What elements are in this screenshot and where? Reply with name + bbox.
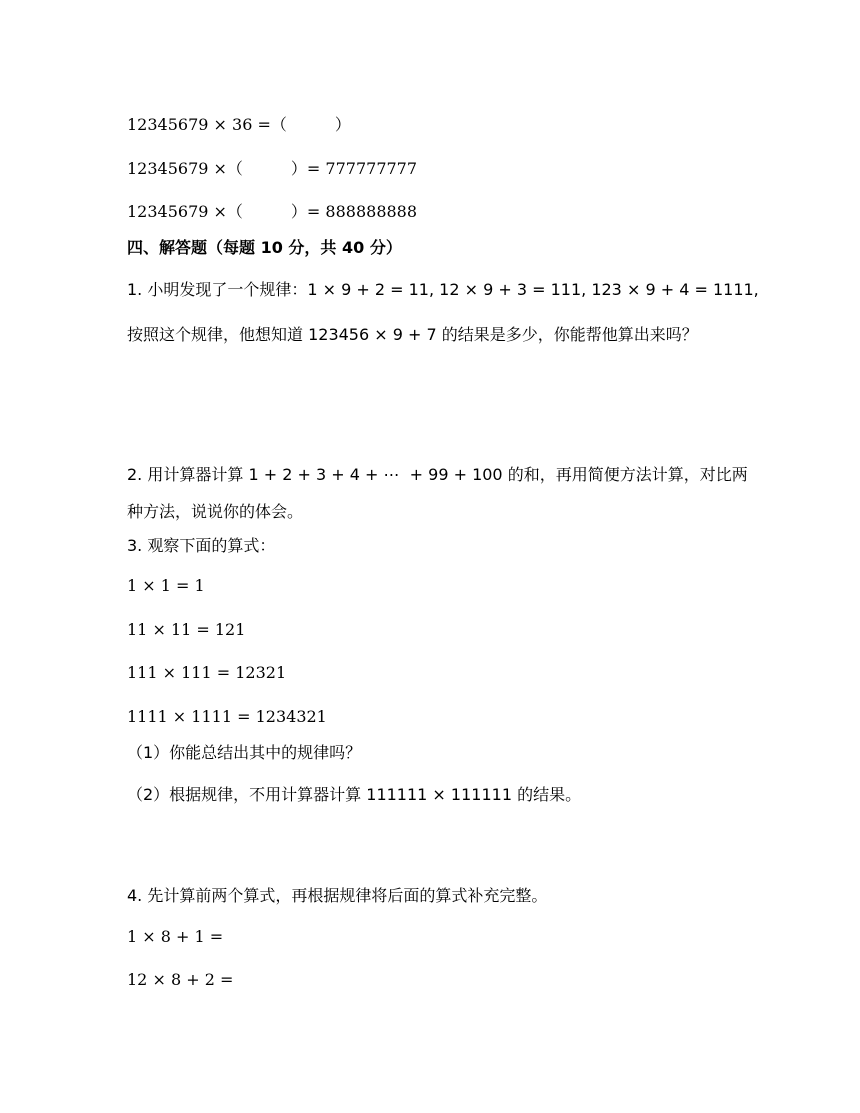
question-3-subquestion-2: （2）根据规律，不用计算器计算 111111 × 111111 的结果。 <box>127 785 582 804</box>
question-1-line-2: 按照这个规律，他想知道 123456 × 9 + 7 的结果是多少，你能帮他算出来吗？ <box>127 325 698 344</box>
question-4-equation-1: 1 × 8 + 1 = <box>127 927 224 946</box>
fill-blank-line-1: 12345679 × 36 =（ ） <box>127 115 351 134</box>
question-2-line-1: 2. 用计算器计算 1 + 2 + 3 + 4 + ⋯ + 99 + 100 的和，再用简便方法计算，对比两 <box>127 465 748 484</box>
question-1-line-1: 1. 小明发现了一个规律：1 × 9 + 2 = 11, 12 × 9 + 3 = 111, 123 × 9 + 4 = 1111, <box>127 280 759 299</box>
question-3-subquestion-1: （1）你能总结出其中的规律吗？ <box>127 743 362 762</box>
fill-blank-line-3: 12345679 ×（ ）= 888888888 <box>127 202 418 221</box>
question-2-line-2: 种方法，说说你的体会。 <box>127 502 304 521</box>
question-3-intro: 3. 观察下面的算式： <box>127 536 276 555</box>
question-4-intro: 4. 先计算前两个算式，再根据规律将后面的算式补充完整。 <box>127 886 548 905</box>
fill-blank-line-2: 12345679 ×（ ）= 777777777 <box>127 159 418 178</box>
section-heading: 四、解答题（每题 10 分，共 40 分） <box>127 238 402 257</box>
question-3-equation-1: 1 × 1 = 1 <box>127 576 205 595</box>
question-4-equation-2: 12 × 8 + 2 = <box>127 970 234 989</box>
question-3-equation-3: 111 × 111 = 12321 <box>127 663 287 682</box>
question-3-equation-2: 11 × 11 = 121 <box>127 620 246 639</box>
question-3-equation-4: 1111 × 1111 = 1234321 <box>127 707 327 726</box>
